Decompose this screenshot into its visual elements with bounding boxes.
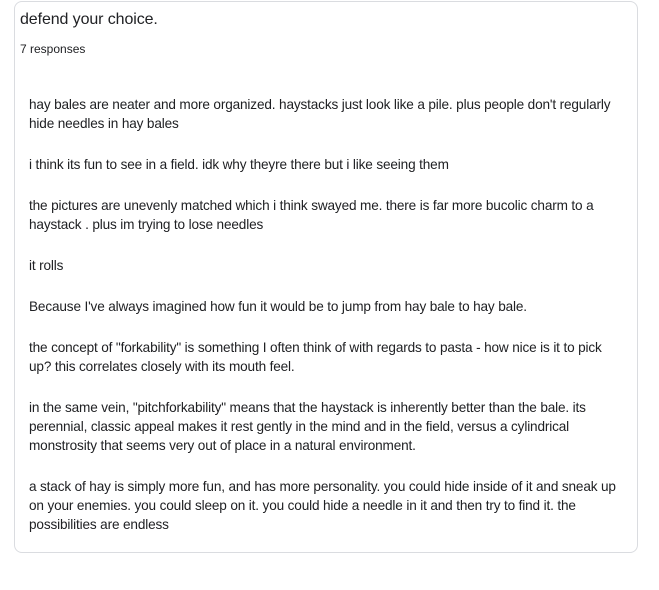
response-item: i think its fun to see in a field. idk why theyre there but i like seeing them [29, 157, 449, 172]
response-item: the pictures are unevenly matched which i think swayed me. there is far more bucolic charm to a haystack . plus im trying to lose needles [29, 198, 594, 232]
response-item: the concept of "forkability" is something I often think of with regards to pasta - how nice is it to pick up? this correlates closely with its mouth feel. [29, 340, 602, 374]
question-title: defend your choice. [20, 11, 158, 28]
response-list [29, 95, 625, 556]
response-count: 7 responses [20, 42, 86, 56]
question-response-card [14, 1, 638, 553]
response-item: in the same vein, "pitchforkability" means that the haystack is inherently better than the bale. its perennial, classic appeal makes it rest gently in the mind and in the field, versus a cylindrical monstrosity that seems very out of place in a natural environment. [29, 400, 586, 453]
response-item: it rolls [29, 258, 64, 273]
response-item: a stack of hay is simply more fun, and has more personality. you could hide inside of it and sneak up on your enemies. you could sleep on it. you could hide a needle in it and then try to find it. the possibilities are endless [29, 479, 616, 532]
response-item: Because I've always imagined how fun it would be to jump from hay bale to hay bale. [29, 299, 527, 314]
response-item: hay bales are neater and more organized. haystacks just look like a pile. plus people don't regularly hide needles in hay bales [29, 97, 611, 131]
